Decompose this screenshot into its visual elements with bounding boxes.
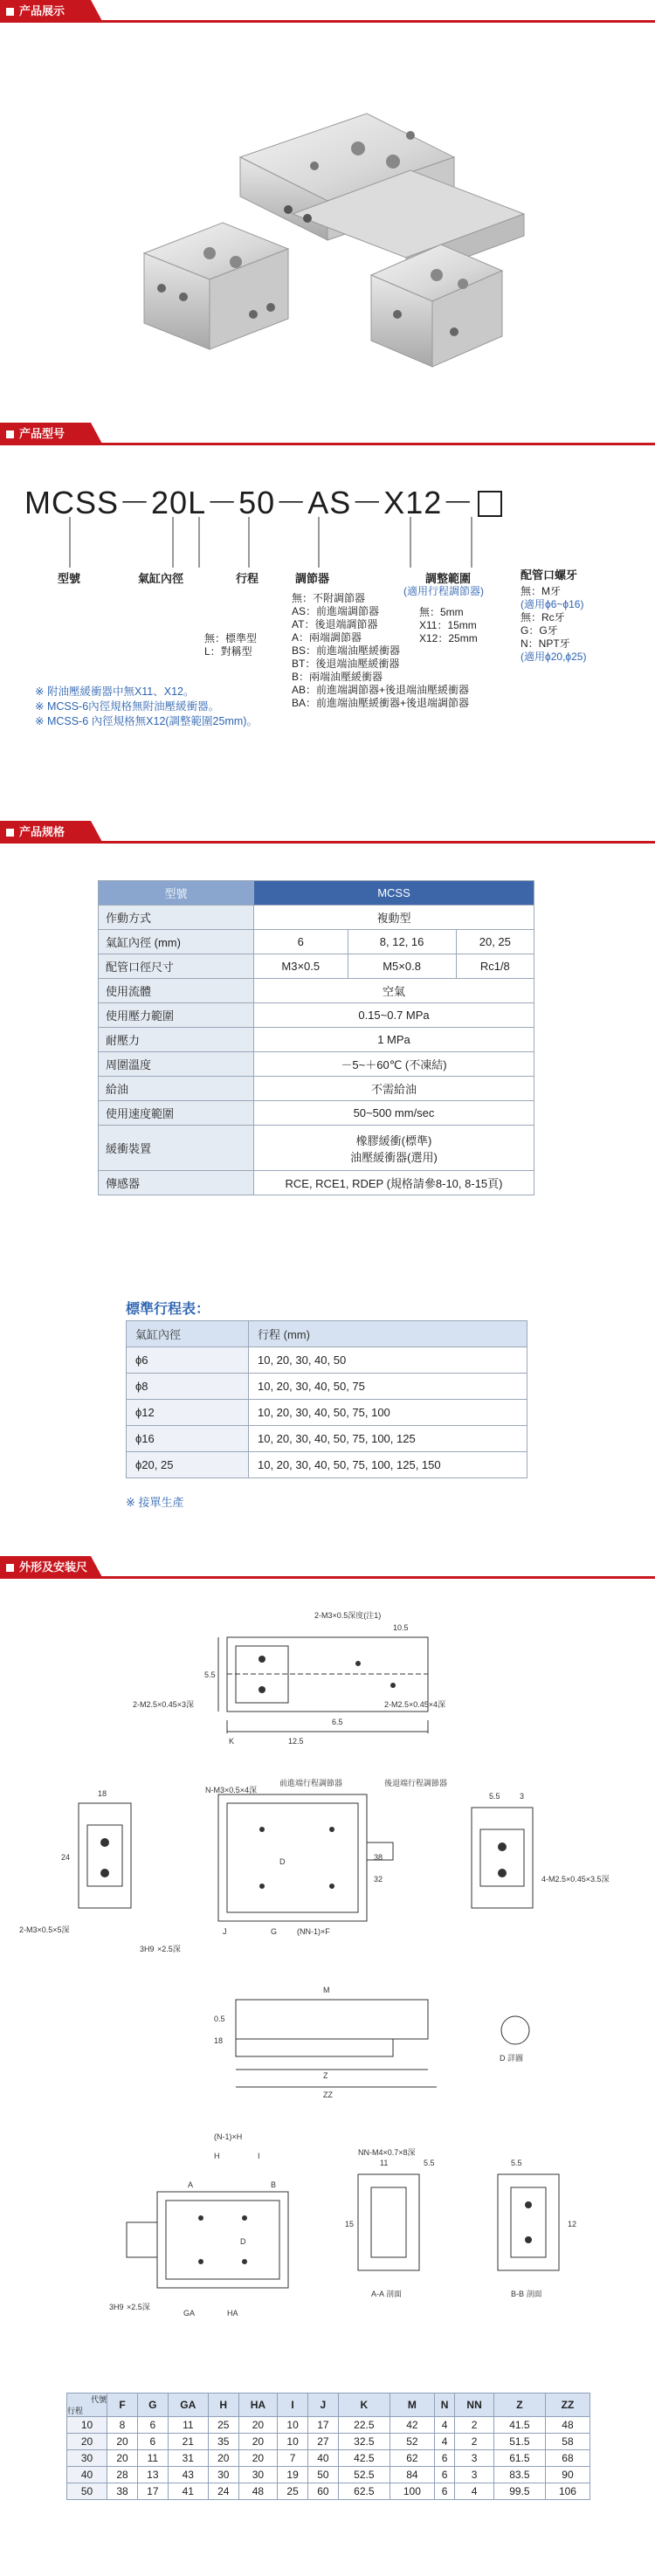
table-row <box>67 2393 590 2417</box>
spec-value: 1 MPa <box>254 1028 534 1052</box>
dim-g: G <box>271 1927 278 1936</box>
adjuster-option: 無：不附調節器 <box>292 592 366 604</box>
port-option: N：NPT牙 <box>521 637 570 650</box>
section-title-spec: 产品规格 <box>19 825 66 838</box>
section-header-dims <box>0 1556 655 1596</box>
dim-cell: 41 <box>168 2483 208 2500</box>
dim-cell: 4 <box>434 2417 454 2434</box>
slide-table-right <box>371 245 502 367</box>
table-row <box>67 2417 590 2434</box>
spec-table <box>98 880 534 1195</box>
table-row <box>99 1101 534 1126</box>
stroke-key: ϕ20, 25 <box>127 1452 249 1478</box>
stroke-key: ϕ16 <box>127 1426 249 1452</box>
table-row <box>127 1347 527 1374</box>
table-row <box>99 906 534 930</box>
dim-cell: 62.5 <box>338 2483 390 2500</box>
dim-ga: GA <box>183 2309 196 2318</box>
square-icon <box>6 8 14 16</box>
adjuster-option: BA：前進端油壓緩衝器+後退端調節器 <box>292 697 470 709</box>
dim-cell: 24 <box>208 2483 238 2500</box>
dim-header: M <box>390 2393 434 2417</box>
label-stroke: 行程 <box>236 572 259 585</box>
dim-cell: 58 <box>545 2434 590 2450</box>
spec-key: 使用壓力範圍 <box>99 1003 254 1028</box>
label-model: 型號 <box>58 572 81 585</box>
spec-key: 給油 <box>99 1077 254 1101</box>
dim-cell: 3 <box>455 2450 493 2467</box>
model-code: MCSS－20L－50－AS－X12－ <box>24 479 502 523</box>
dim-cell: 3 <box>455 2467 493 2483</box>
dim-cell: 20 <box>107 2434 138 2450</box>
table-row <box>99 1052 534 1077</box>
section-header-model <box>0 423 655 445</box>
label-n1: (N-1)×H <box>214 2132 243 2141</box>
dim-k: K <box>229 1737 235 1746</box>
label-n-m3: N-M3×0.5×4深 <box>205 1786 258 1794</box>
table-row <box>99 881 534 906</box>
code-leader-lines <box>0 515 655 568</box>
mark-b: B <box>271 2180 277 2189</box>
spec-value: 50~500 mm/sec <box>254 1101 534 1126</box>
dim-h: H <box>214 2152 220 2160</box>
type-option: L：對稱型 <box>204 645 252 658</box>
label-m25-side: 4-M2.5×0.45×3.5深 <box>541 1875 610 1884</box>
stroke-key: ϕ6 <box>127 1347 249 1374</box>
table-row <box>127 1374 527 1400</box>
range-option: X11：15mm <box>419 619 477 631</box>
port-option-note: (適用ϕ6~ϕ16) <box>521 598 584 610</box>
dim-cell: 25 <box>278 2483 308 2500</box>
label-detail-d: D 詳圖 <box>500 2054 524 2063</box>
stroke-value: 10, 20, 30, 40, 50, 75, 100, 125, 150 <box>249 1452 527 1478</box>
label-m3-side: 2-M3×0.5×5深 <box>19 1925 70 1934</box>
stroke-table-title: 標準行程表： <box>126 1302 210 1317</box>
dim-15: 15 <box>345 2220 355 2228</box>
label-adjust-range-sub: (適用行程調節器) <box>403 585 484 597</box>
dim-5-5-bb: 5.5 <box>511 2159 522 2167</box>
dim-cell: 84 <box>390 2467 434 2483</box>
dim-38: 38 <box>374 1853 383 1862</box>
dim-m: M <box>323 1986 330 1994</box>
dim-cell: 20 <box>238 2450 277 2467</box>
type-option: 無：標準型 <box>204 632 258 644</box>
dim-corner-top: 代號 <box>91 2395 107 2404</box>
label-sec-bb: B-B 剖面 <box>511 2290 542 2298</box>
dim-cell: 19 <box>278 2467 308 2483</box>
dim-header: Z <box>493 2393 545 2417</box>
spec-key: 耐壓力 <box>99 1028 254 1052</box>
stroke-key: ϕ8 <box>127 1374 249 1400</box>
label-adjust-range: 調整範圍 <box>425 572 472 585</box>
dim-18-side: 18 <box>214 2036 224 2045</box>
table-row <box>99 1126 534 1171</box>
spec-value: 複動型 <box>254 906 534 930</box>
label-port: 配管口螺牙 <box>521 568 578 582</box>
dim-3: 3 <box>520 1792 525 1801</box>
dim-cell: 83.5 <box>493 2467 545 2483</box>
dim-12: 12 <box>568 2220 577 2228</box>
dim-header: ZZ <box>545 2393 590 2417</box>
dim-cell: 30 <box>238 2467 277 2483</box>
adjuster-option: B：兩端油壓緩衝器 <box>292 671 383 683</box>
spec-value: M3×0.5 <box>254 954 348 979</box>
dim-18: 18 <box>98 1789 107 1798</box>
adjuster-option: A：兩端調節器 <box>292 631 362 644</box>
stroke-value: 10, 20, 30, 40, 50, 75, 100, 125 <box>249 1426 527 1452</box>
stroke-table <box>126 1320 527 1478</box>
section-title-model: 产品型号 <box>19 427 66 440</box>
spec-value: －5~＋60℃ (不凍結) <box>254 1052 534 1077</box>
spec-value: 8, 12, 16 <box>348 930 456 954</box>
label-h9-depth: ×2.5深 <box>157 1945 181 1953</box>
spec-key: 傳感器 <box>99 1171 254 1195</box>
dim-6-5: 6.5 <box>332 1718 343 1726</box>
dim-5-5-side: 5.5 <box>489 1792 500 1801</box>
spec-header-val: MCSS <box>254 881 534 906</box>
spec-value: 空氣 <box>254 979 534 1003</box>
dim-stroke-cell: 10 <box>67 2417 107 2434</box>
dim-cell: 10 <box>278 2417 308 2434</box>
dim-cell: 2 <box>455 2417 493 2434</box>
stroke-head-val: 行程 (mm) <box>249 1321 527 1347</box>
dim-cell: 62 <box>390 2450 434 2467</box>
table-row <box>67 2434 590 2450</box>
spec-key: 作動方式 <box>99 906 254 930</box>
mark-d: D <box>279 1857 286 1866</box>
order-note: ※ 接單生產 <box>126 1496 184 1509</box>
dim-stroke-cell: 40 <box>67 2467 107 2483</box>
table-row <box>127 1426 527 1452</box>
table-row <box>127 1321 527 1347</box>
dim-corner-bottom: 行程 <box>67 2407 84 2415</box>
dim-cell: 2 <box>455 2434 493 2450</box>
spec-header-key: 型號 <box>99 881 254 906</box>
dim-5-5-aa: 5.5 <box>424 2159 435 2167</box>
dim-cell: 10 <box>278 2434 308 2450</box>
dim-cell: 48 <box>545 2417 590 2434</box>
dim-cell: 50 <box>307 2467 338 2483</box>
stroke-key: ϕ12 <box>127 1400 249 1426</box>
range-option: X12：25mm <box>419 632 478 644</box>
spec-value: Rc1/8 <box>456 954 534 979</box>
type-options <box>204 632 257 658</box>
dim-cell: 41.5 <box>493 2417 545 2434</box>
dim-header: J <box>307 2393 338 2417</box>
dim-header: N <box>434 2393 454 2417</box>
dim-header: NN <box>455 2393 493 2417</box>
dim-corner <box>67 2393 107 2417</box>
dim-zz: ZZ <box>323 2090 333 2099</box>
label-sec-aa: A-A 剖面 <box>371 2290 403 2298</box>
dim-stroke-cell: 30 <box>67 2450 107 2467</box>
section-header-display <box>0 0 655 23</box>
dim-12-5: 12.5 <box>288 1737 304 1746</box>
dim-cell: 20 <box>107 2450 138 2467</box>
dim-cell: 68 <box>545 2450 590 2467</box>
dim-24: 24 <box>61 1853 71 1862</box>
range-options <box>419 606 478 645</box>
table-row <box>99 979 534 1003</box>
dim-cell: 35 <box>208 2434 238 2450</box>
dim-header: K <box>338 2393 390 2417</box>
dim-cell: 106 <box>545 2483 590 2500</box>
table-row <box>67 2483 590 2500</box>
dim-cell: 99.5 <box>493 2483 545 2500</box>
code-part-adjuster: AS <box>307 485 352 520</box>
dim-cell: 4 <box>434 2434 454 2450</box>
section-header-spec <box>0 821 655 844</box>
table-row <box>67 2450 590 2467</box>
adjuster-option: AT：後退端調節器 <box>292 618 378 630</box>
label-m25-b: 2-M2.5×0.45×4深 <box>384 1700 446 1709</box>
dim-32: 32 <box>374 1875 383 1884</box>
table-row <box>99 930 534 954</box>
spec-value <box>254 1126 534 1171</box>
code-part-model: MCSS <box>24 485 120 520</box>
dim-cell: 32.5 <box>338 2434 390 2450</box>
spec-key: 氣缸內徑 (mm) <box>99 930 254 954</box>
dim-cell: 21 <box>168 2434 208 2450</box>
dim-cell: 6 <box>137 2434 168 2450</box>
label-fwd-adj: 前進端行程調節器 <box>279 1779 343 1787</box>
spec-key: 配管口徑尺寸 <box>99 954 254 979</box>
dim-cell: 17 <box>137 2483 168 2500</box>
label-nn1: (NN-1)×F <box>297 1927 330 1936</box>
label-h9-b: 3H9 <box>109 2303 124 2311</box>
square-icon <box>6 1564 14 1572</box>
dim-cell: 22.5 <box>338 2417 390 2434</box>
dim-cell: 43 <box>168 2467 208 2483</box>
dim-i: I <box>258 2152 260 2160</box>
label-m3-hole: 2-M3×0.5深度(注1) <box>314 1611 382 1620</box>
table-row <box>127 1400 527 1426</box>
port-option-note: (適用ϕ20,ϕ25) <box>521 651 587 663</box>
model-note: ※ MCSS-6 內徑規格無X12(調整範圍25mm)。 <box>35 715 258 727</box>
dim-cell: 52 <box>390 2434 434 2450</box>
code-part-range: X12 <box>383 485 443 520</box>
dim-cell: 38 <box>107 2483 138 2500</box>
spec-key: 使用速度範圍 <box>99 1101 254 1126</box>
adjuster-option: BT：後退端油壓緩衝器 <box>292 658 400 670</box>
dim-cell: 17 <box>307 2417 338 2434</box>
dim-cell: 31 <box>168 2450 208 2467</box>
dim-cell: 100 <box>390 2483 434 2500</box>
stroke-value: 10, 20, 30, 40, 50, 75, 100 <box>249 1400 527 1426</box>
spec-key: 周圍溫度 <box>99 1052 254 1077</box>
dim-cell: 7 <box>278 2450 308 2467</box>
label-bore: 氣缸內徑 <box>138 572 184 585</box>
port-option: G：G牙 <box>521 624 558 637</box>
label-h9: 3H9 <box>140 1945 155 1953</box>
dim-cell: 42.5 <box>338 2450 390 2467</box>
code-part-port-box <box>478 491 502 517</box>
dim-cell: 13 <box>137 2467 168 2483</box>
drawing-side-view <box>175 1973 568 2104</box>
dim-0-5: 0.5 <box>214 2015 225 2023</box>
dim-header: HA <box>238 2393 277 2417</box>
dim-j: J <box>223 1927 227 1936</box>
dim-cell: 20 <box>208 2450 238 2467</box>
dim-cell: 52.5 <box>338 2467 390 2483</box>
dim-cell: 6 <box>434 2450 454 2467</box>
dim-cell: 6 <box>137 2417 168 2434</box>
table-row <box>99 954 534 979</box>
dim-header: I <box>278 2393 308 2417</box>
table-row <box>127 1452 527 1478</box>
label-bwd-adj: 後退端行程調節器 <box>384 1779 448 1787</box>
dim-header: G <box>137 2393 168 2417</box>
product-photo <box>0 26 655 410</box>
spec-value-line: 橡膠緩衝(標準) <box>355 1133 432 1147</box>
dim-cell: 28 <box>107 2467 138 2483</box>
spec-key: 緩衝裝置 <box>99 1126 254 1171</box>
mark-d-bottom: D <box>240 2237 246 2246</box>
dim-11: 11 <box>380 2159 389 2167</box>
dim-cell: 25 <box>208 2417 238 2434</box>
model-notes <box>35 685 258 729</box>
square-icon <box>6 829 14 837</box>
section-title-display: 产品展示 <box>19 4 66 17</box>
dim-cell: 11 <box>137 2450 168 2467</box>
dim-cell: 42 <box>390 2417 434 2434</box>
range-option: 無：5mm <box>419 606 464 618</box>
port-option: 無：M牙 <box>521 585 561 597</box>
dim-cell: 60 <box>307 2483 338 2500</box>
dimension-table <box>66 2393 590 2500</box>
model-note: ※ MCSS-6內徑規格無附油壓緩衝器。 <box>35 700 220 713</box>
spec-value: 0.15~0.7 MPa <box>254 1003 534 1028</box>
dim-cell: 8 <box>107 2417 138 2434</box>
table-row <box>99 1077 534 1101</box>
dim-cell: 11 <box>168 2417 208 2434</box>
dim-cell: 27 <box>307 2434 338 2450</box>
dim-stroke-cell: 20 <box>67 2434 107 2450</box>
dim-cell: 48 <box>238 2483 277 2500</box>
table-row <box>67 2467 590 2483</box>
dim-cell: 20 <box>238 2417 277 2434</box>
section-title-dims: 外形及安装尺寸 <box>19 1560 88 1596</box>
dim-10-5: 10.5 <box>393 1623 409 1632</box>
dim-cell: 30 <box>208 2467 238 2483</box>
dim-cell: 20 <box>238 2434 277 2450</box>
dim-header: GA <box>168 2393 208 2417</box>
port-option: 無：Rc牙 <box>521 611 565 623</box>
dim-cell: 51.5 <box>493 2434 545 2450</box>
dim-5-5: 5.5 <box>204 1670 216 1679</box>
dim-cell: 40 <box>307 2450 338 2467</box>
label-h9-b-depth: ×2.5深 <box>127 2303 150 2311</box>
dim-header: F <box>107 2393 138 2417</box>
code-part-stroke: 50 <box>238 485 276 520</box>
table-row <box>99 1171 534 1195</box>
table-row <box>99 1003 534 1028</box>
spec-value: RCE, RCE1, RDEP (規格請參8-10, 8-15頁) <box>254 1171 534 1195</box>
dim-header: H <box>208 2393 238 2417</box>
model-note: ※ 附油壓緩衝器中無X11、X12。 <box>35 685 195 698</box>
drawing-front-view <box>17 1777 638 1965</box>
stroke-value: 10, 20, 30, 40, 50 <box>249 1347 527 1374</box>
dim-cell: 61.5 <box>493 2450 545 2467</box>
slide-table-small <box>144 223 288 349</box>
port-options <box>521 585 586 664</box>
adjuster-option: AB：前進端調節器+後退端油壓緩衝器 <box>292 684 470 696</box>
spec-value-line: 油壓緩衝器(選用) <box>350 1150 438 1164</box>
drawing-bottom-view <box>26 2122 629 2349</box>
spec-key: 使用流體 <box>99 979 254 1003</box>
label-m25-a: 2-M2.5×0.45×3深 <box>133 1700 195 1709</box>
adjuster-option: BS：前進端油壓緩衝器 <box>292 644 401 657</box>
code-part-bore: 20L <box>151 485 207 520</box>
dim-cell: 90 <box>545 2467 590 2483</box>
dim-table-body <box>67 2417 590 2500</box>
adjuster-option: AS：前進端調節器 <box>292 605 380 617</box>
spec-value: M5×0.8 <box>348 954 456 979</box>
table-row <box>99 1028 534 1052</box>
label-adjuster: 調節器 <box>295 572 330 585</box>
label-nn-m4: NN-M4×0.7×8深 <box>358 2148 416 2157</box>
dim-z: Z <box>323 2071 328 2080</box>
mark-a: A <box>188 2180 194 2189</box>
drawing-top-view <box>131 1602 533 1751</box>
spec-value: 6 <box>254 930 348 954</box>
stroke-head-key: 氣缸內徑 <box>127 1321 249 1347</box>
dim-cell: 4 <box>455 2483 493 2500</box>
stroke-value: 10, 20, 30, 40, 50, 75 <box>249 1374 527 1400</box>
dim-ha: HA <box>227 2309 238 2318</box>
spec-value: 不需給油 <box>254 1077 534 1101</box>
dim-cell: 6 <box>434 2467 454 2483</box>
square-icon <box>6 430 14 438</box>
dim-stroke-cell: 50 <box>67 2483 107 2500</box>
dim-cell: 6 <box>434 2483 454 2500</box>
spec-value: 20, 25 <box>456 930 534 954</box>
